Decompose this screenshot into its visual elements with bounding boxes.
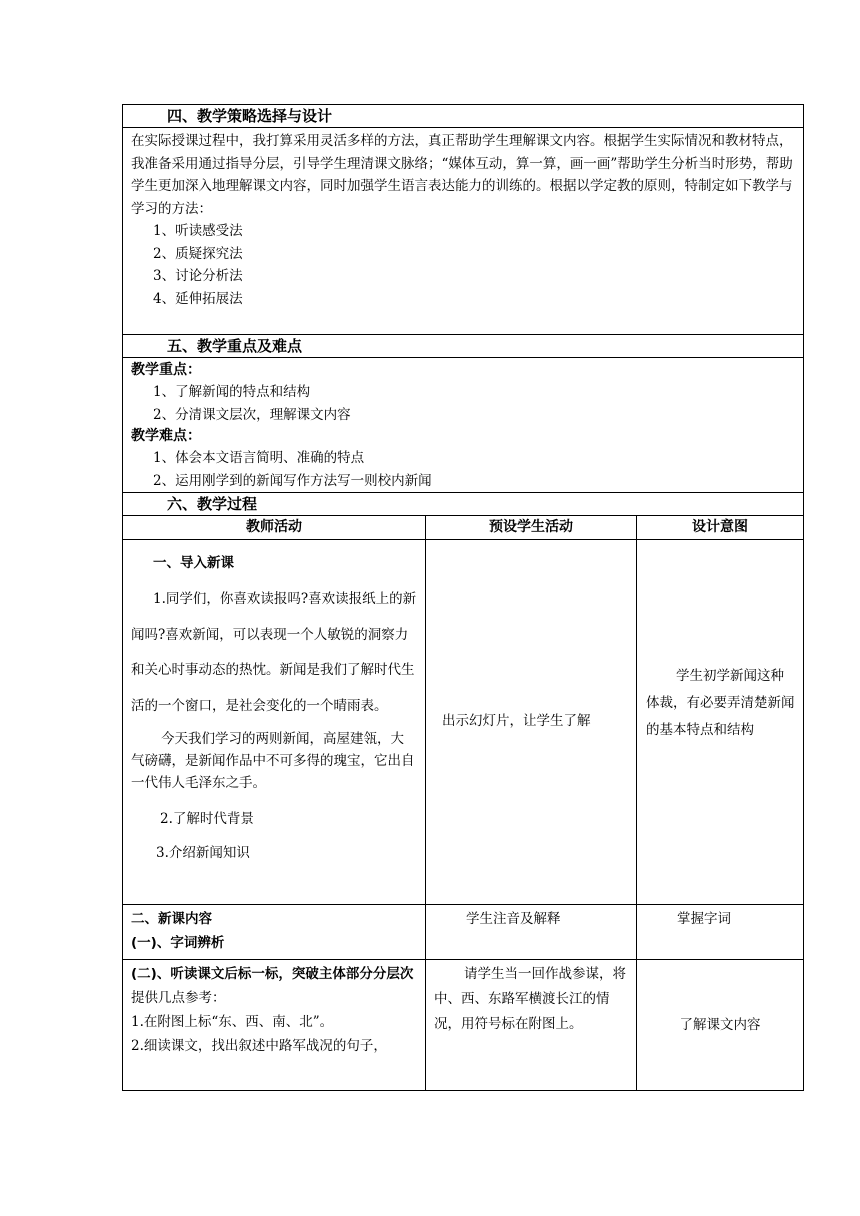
section6-title: 六、教学过程 <box>123 493 804 516</box>
row1-intent: 学生初学新闻这种体裁，有必要弄清楚新闻的基本特点和结构 <box>646 667 795 738</box>
method-item: 2、质疑探究法 <box>153 245 243 262</box>
student-activity-cell <box>426 960 637 1091</box>
difficult-points-label: 教学难点： <box>131 428 201 444</box>
row3-student: 请学生当一回作战参谋，将中、西、东路军横渡长江的情况，用符号标在附图上。 <box>434 966 626 1032</box>
row1-heading: 一、导入新课 <box>153 555 234 571</box>
row1-paragraph-1: 1.同学们，你喜欢读报吗?喜欢读报纸上的新闻吗?喜欢新闻，可以表现一个人敏锐的洞察力和关心时事动态的热忱。新闻是我们了解时代生活的一个窗口，是社会变化的一个晴雨表。 <box>131 591 417 714</box>
table-row <box>123 540 804 905</box>
row1-paragraph-4: 3.介绍新闻知识 <box>156 845 250 861</box>
student-activity-cell <box>426 905 637 960</box>
key-point-item: 2、分清课文层次，理解课文内容 <box>153 406 351 423</box>
row1-paragraph-3: 2.了解时代背景 <box>160 811 254 827</box>
method-item: 4、延伸拓展法 <box>153 290 243 307</box>
key-points-label: 教学重点： <box>131 362 201 378</box>
row3-intent: 了解课文内容 <box>679 1017 761 1033</box>
section4-title: 四、教学策略选择与设计 <box>123 105 804 128</box>
column-header-student: 预设学生活动 <box>426 516 637 540</box>
row3-line: 提供几点参考： <box>131 990 226 1006</box>
row2-subheading: (一)、字词辨析 <box>131 935 225 951</box>
key-point-item: 1、了解新闻的特点和结构 <box>153 384 311 400</box>
row3-heading: (二)、听读课文后标一标，突破主体部分分层次 <box>131 966 414 982</box>
teacher-activity-cell <box>123 960 426 1091</box>
column-header-intent: 设计意图 <box>637 516 804 540</box>
column-header-teacher: 教师活动 <box>123 516 426 540</box>
lesson-plan-table <box>122 104 804 1091</box>
section4-body <box>123 128 804 335</box>
section4-paragraph: 在实际授课过程中，我打算采用灵活多样的方法，真正帮助学生理解课文内容。根据学生实际情况和教材特点，我准备采用通过指导分层，引导学生理清课文脉络；“媒体互动，算一算，画一画”帮助学生分析当时形势，帮助学生更加深入地理解课文内容，同时加强学生语言表达能力的训练的。根据以学定教的原则，特制定如下教学与学习的方法： <box>131 133 793 217</box>
student-activity-cell <box>426 540 637 905</box>
design-intent-cell <box>637 540 804 905</box>
teacher-activity-cell <box>123 540 426 905</box>
row1-student: 出示幻灯片，让学生了解 <box>442 713 591 729</box>
design-intent-cell <box>637 905 804 960</box>
teacher-activity-cell <box>123 905 426 960</box>
row2-student: 学生注音及解释 <box>466 911 561 927</box>
document-page <box>122 104 803 1091</box>
table-row <box>123 905 804 960</box>
row2-intent: 掌握字词 <box>677 911 731 927</box>
difficult-point-item: 2、运用刚学到的新闻写作方法写一则校内新闻 <box>153 472 432 489</box>
method-item: 1、听读感受法 <box>153 223 243 239</box>
table-row <box>123 960 804 1091</box>
method-item: 3、讨论分析法 <box>153 268 243 284</box>
row3-line: 2.细读课文，找出叙述中路军战况的句子， <box>131 1038 387 1054</box>
row1-paragraph-2: 今天我们学习的两则新闻，高屋建瓴，大气磅礴，是新闻作品中不可多得的瑰宝，它出自一代伟人毛泽东之手。 <box>131 731 415 791</box>
section5-body <box>123 358 804 493</box>
difficult-point-item: 1、体会本文语言简明、准确的特点 <box>153 450 365 466</box>
design-intent-cell <box>637 960 804 1091</box>
row3-line: 1.在附图上标“东、西、南、北”。 <box>131 1014 334 1030</box>
row2-heading: 二、新课内容 <box>131 911 212 927</box>
section5-title: 五、教学重点及难点 <box>123 335 804 358</box>
